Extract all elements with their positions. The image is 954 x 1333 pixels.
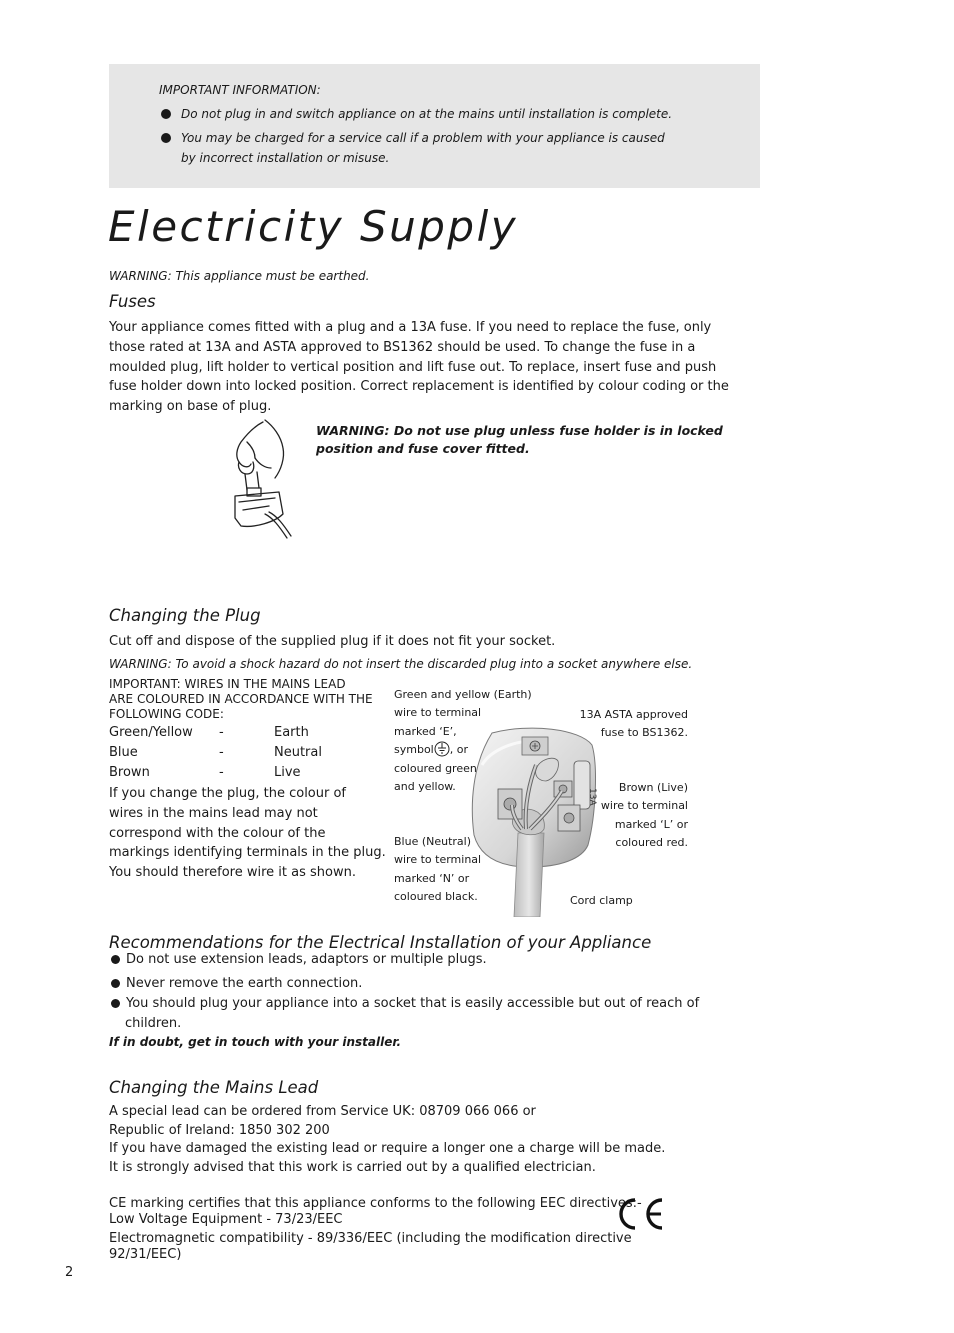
separator: - <box>219 765 224 780</box>
important-wire-code <box>109 677 373 722</box>
info-bullet-2-continued: by incorrect installation or misuse. <box>181 151 390 165</box>
text-line: markings identifying terminals in the plug. <box>109 845 386 861</box>
separator: - <box>219 725 224 740</box>
table-row <box>109 745 322 765</box>
cord-clamp-label: Cord clamp <box>570 894 633 907</box>
text-line: coloured red. <box>615 836 688 850</box>
bullet-icon <box>111 955 120 964</box>
changing-plug-heading: Changing the Plug <box>109 606 261 625</box>
text-line: CE marking certifies that this appliance conforms to the following EEC directives:- <box>109 1196 642 1211</box>
neutral-wire-label <box>394 833 481 907</box>
info-bullet-2: You may be charged for a service call if a problem with your appliance is caused <box>181 131 665 145</box>
bullet-icon <box>161 133 171 143</box>
shock-warning: WARNING: To avoid a shock hazard do not insert the discarded plug into a socket anywhere else. <box>109 657 693 671</box>
text-line: wire to terminal <box>394 853 482 867</box>
table-row <box>109 725 322 745</box>
recommendations-heading: Recommendations for the Electrical Installation of your Appliance <box>109 933 652 952</box>
text-line: moulded plug, lift holder to vertical position and lift fuse out. To replace, insert fuse and push <box>109 359 717 375</box>
text-line: those rated at 13A and ASTA approved to BS1362 should be used. To change the fuse in a <box>109 339 696 355</box>
text-line: fuse to BS1362. <box>600 726 688 740</box>
text-line: You should therefore wire it as shown. <box>109 865 356 881</box>
text-line: If you change the plug, the colour of <box>109 786 347 801</box>
hand-plug-illustration <box>225 418 295 544</box>
recommendation-2: Never remove the earth connection. <box>126 976 363 991</box>
text-line: Your appliance comes fitted with a plug and a 13A fuse. If you need to replace the fuse, only <box>109 320 712 335</box>
text-line: Republic of Ireland: 1850 302 200 <box>109 1122 330 1138</box>
text-line: 92/31/EEC) <box>109 1246 182 1262</box>
text-line: and yellow. <box>394 780 456 794</box>
or-word: , or <box>449 743 468 757</box>
ce-directives-2 <box>109 1231 632 1262</box>
table-row <box>109 765 322 785</box>
plug-wiring-illustration <box>470 725 600 917</box>
text-line: marked ‘E’, <box>394 724 457 738</box>
installer-advice: If in doubt, get in touch with your installer. <box>109 1035 402 1049</box>
live-wire-label <box>590 779 688 853</box>
plug-intro: Cut off and dispose of the supplied plug if it does not fit your socket. <box>109 634 556 649</box>
text-line: correspond with the colour of the <box>109 825 326 841</box>
text-line: marking on base of plug. <box>109 399 272 415</box>
wire-terminal: Neutral <box>274 745 322 760</box>
page-number: 2 <box>65 1265 74 1280</box>
text-line: position and fuse cover fitted. <box>316 441 530 456</box>
wire-colour: Blue <box>109 745 138 760</box>
text-line: A special lead can be ordered from Service UK: 08709 066 066 or <box>109 1104 536 1119</box>
text-line: WARNING: Do not use plug unless fuse holder is in locked <box>316 423 723 438</box>
text-line: If you have damaged the existing lead or require a longer one a charge will be made. <box>109 1141 666 1156</box>
wire-colour-table <box>109 725 322 785</box>
text-line: Green and yellow (Earth) <box>394 688 532 701</box>
earth-symbol-icon <box>434 741 450 757</box>
text-line: Low Voltage Equipment - 73/23/EEC <box>109 1211 343 1227</box>
page-title: Electricity Supply <box>108 202 519 251</box>
wire-terminal: Earth <box>274 725 309 740</box>
fuse-marking: 13A <box>587 788 597 806</box>
fuses-heading: Fuses <box>109 292 156 311</box>
symbol-word: symbol <box>394 743 434 757</box>
bullet-icon <box>111 999 120 1008</box>
text-line: It is strongly advised that this work is carried out by a qualified electrician. <box>109 1159 596 1175</box>
wire-colour: Brown <box>109 765 150 780</box>
earth-warning: WARNING: This appliance must be earthed. <box>109 269 370 283</box>
text-line: fuse holder down into locked position. Correct replacement is identified by colour coding or the <box>109 379 729 395</box>
recommendation-3: You should plug your appliance into a socket that is easily accessible but out of reach of <box>126 996 700 1011</box>
text-line: FOLLOWING CODE: <box>109 707 224 721</box>
info-title: IMPORTANT INFORMATION: <box>159 83 321 97</box>
text-line: coloured black. <box>394 890 478 904</box>
mains-lead-paragraph <box>109 1103 665 1177</box>
bullet-icon <box>111 979 120 988</box>
fuse-holder-warning <box>316 422 723 458</box>
fuses-paragraph <box>109 318 729 417</box>
wire-colour: Green/Yellow <box>109 725 193 740</box>
text-line: Brown (Live) <box>618 781 688 794</box>
text-line: wire to terminal <box>600 799 688 813</box>
info-bullet-1: Do not plug in and switch appliance on at the mains until installation is complete. <box>181 107 673 121</box>
mains-lead-heading: Changing the Mains Lead <box>109 1078 319 1097</box>
recommendation-1: Do not use extension leads, adaptors or multiple plugs. <box>126 952 487 967</box>
recommendation-3-continued: children. <box>125 1016 182 1031</box>
text-line: 13A ASTA approved <box>579 708 688 721</box>
text-line: marked ‘N’ or <box>394 871 470 885</box>
ce-directives-1 <box>109 1196 642 1227</box>
text-line: wire to terminal <box>394 706 482 720</box>
text-line: ARE COLOURED IN ACCORDANCE WITH THE <box>109 692 373 706</box>
wire-terminal: Live <box>274 765 301 780</box>
bullet-icon <box>161 109 171 119</box>
ce-mark-icon <box>616 1196 666 1232</box>
plug-paragraph <box>109 784 386 883</box>
text-line: Blue (Neutral) <box>394 835 472 848</box>
text-line: IMPORTANT: WIRES IN THE MAINS LEAD <box>109 677 346 691</box>
text-line: wires in the mains lead may not <box>109 805 318 821</box>
text-line: coloured green <box>394 761 477 775</box>
separator: - <box>219 745 224 760</box>
text-line: Electromagnetic compatibility - 89/336/EEC (including the modification directive <box>109 1231 632 1246</box>
text-line: marked ‘L’ or <box>614 817 688 831</box>
